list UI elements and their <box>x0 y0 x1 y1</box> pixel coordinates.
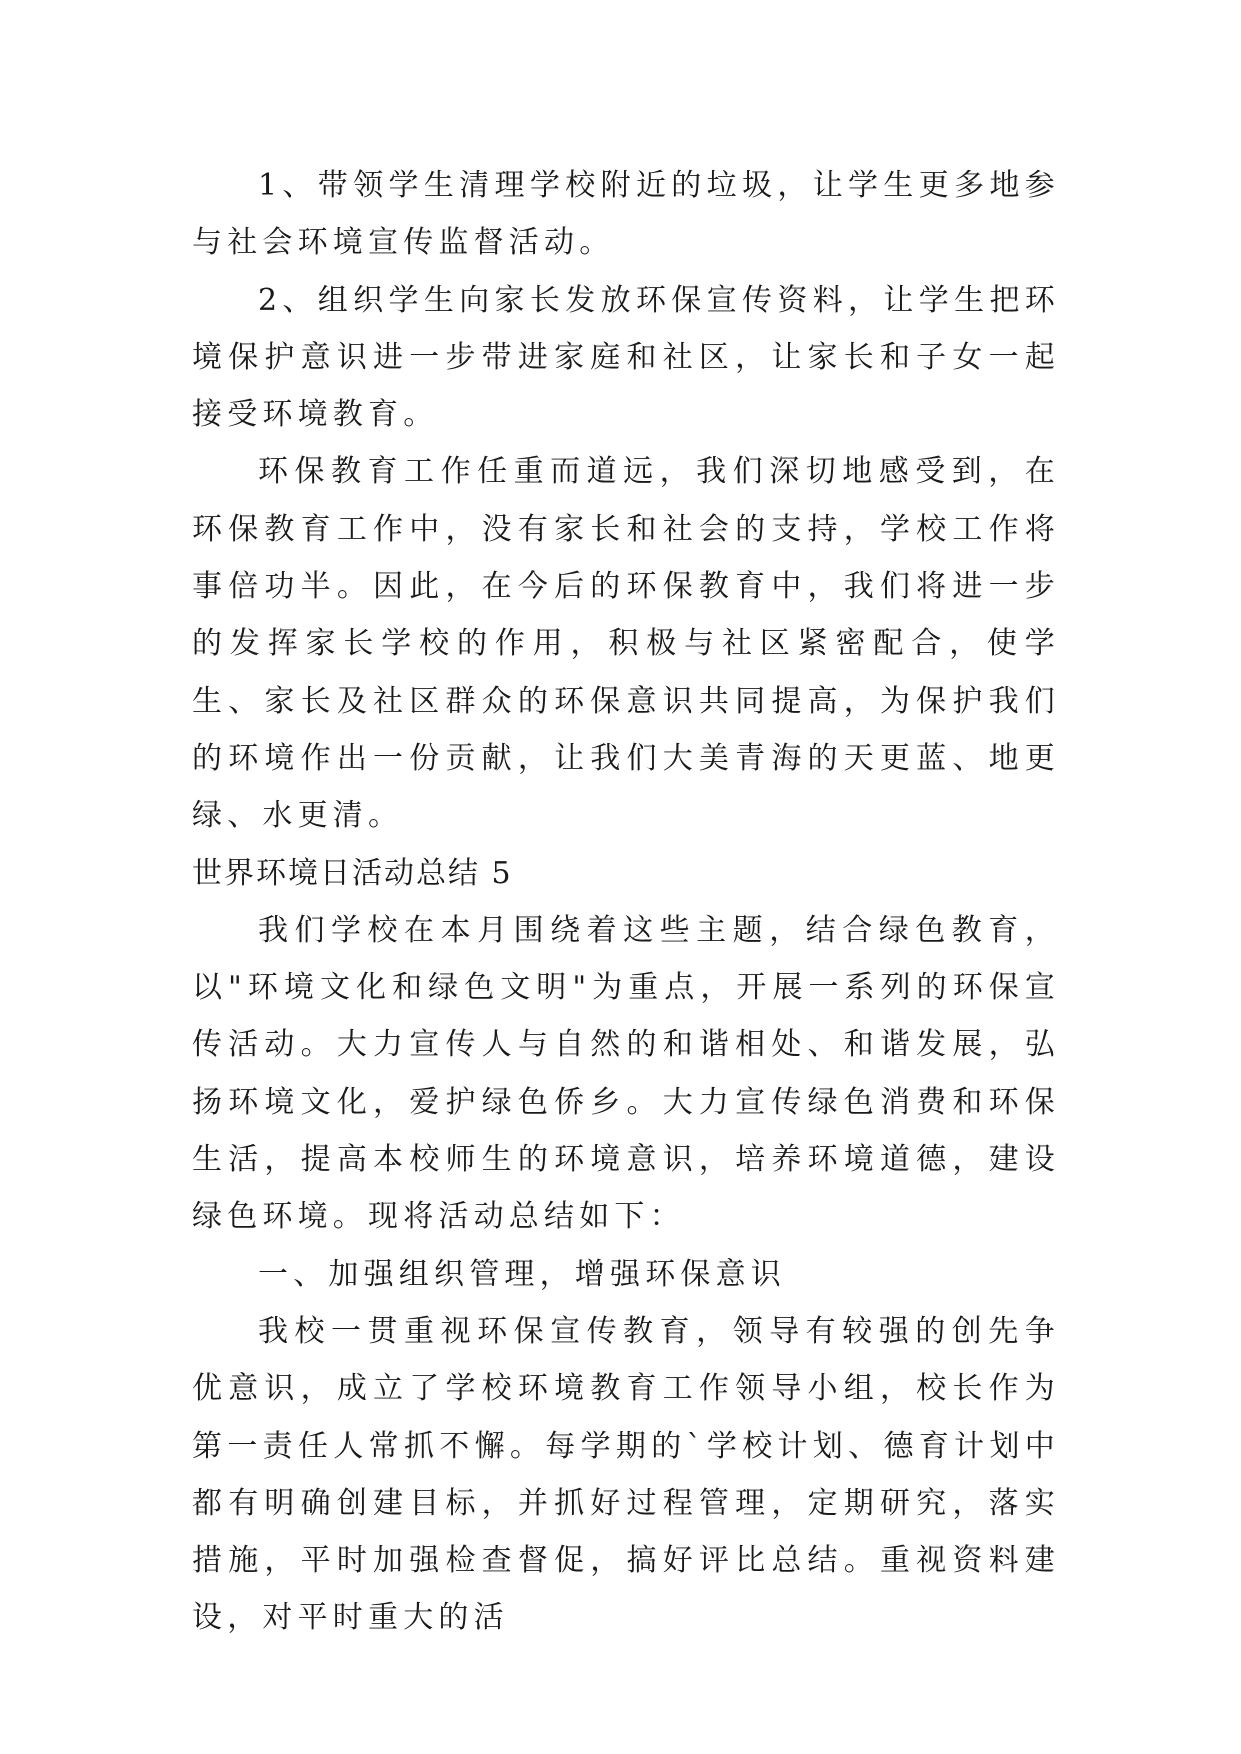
paragraph-organization: 我校一贯重视环保宣传教育，领导有较强的创先争优意识，成立了学校环境教育工作领导小组，校长作为第一责任人常抓不懈。每学期的`学校计划、德育计划中都有明确创建目标，并抓好过程管理，定期研究，落实措施，平时加强检查督促，搞好评比总结。重视资料建设，对平时重大的活 <box>192 1313 1060 1636</box>
section-heading: 世界环境日活动总结 5 <box>192 855 513 891</box>
paragraph-conclusion: 环保教育工作任重而道远，我们深切地感受到，在环保教育工作中，没有家长和社会的支持，学校工作将事倍功半。因此，在今后的环保教育中，我们将进一步的发挥家长学校的作用，积极与社区紧密配合，使学生、家长及社区群众的环保意识共同提高，为保护我们的环境作出一份贡献，让我们大美青海的天更蓝、地更绿、水更清。 <box>192 454 1060 834</box>
paragraph-intro: 我们学校在本月围绕着这些主题，结合绿色教育，以"环境文化和绿色文明"为重点，开展一系列的环保宣传活动。大力宣传人与自然的和谐相处、和谐发展，弘扬环境文化，爱护绿色侨乡。大力宣传绿色消费和环保生活，提高本校师生的环境意识，培养环境道德，建设绿色环境。现将活动总结如下： <box>192 912 1060 1235</box>
paragraph-item-2: 2、组织学生向家长发放环保宣传资料，让学生把环境保护意识进一步带进家庭和社区，让家长和子女一起接受环境教育。 <box>192 282 1060 433</box>
document-body <box>192 157 1060 1647</box>
subheading-organization: 一、加强组织管理，增强环保意识 <box>258 1256 786 1292</box>
paragraph-item-1: 1、带领学生清理学校附近的垃圾，让学生更多地参与社会环境宣传监督活动。 <box>192 168 1060 261</box>
